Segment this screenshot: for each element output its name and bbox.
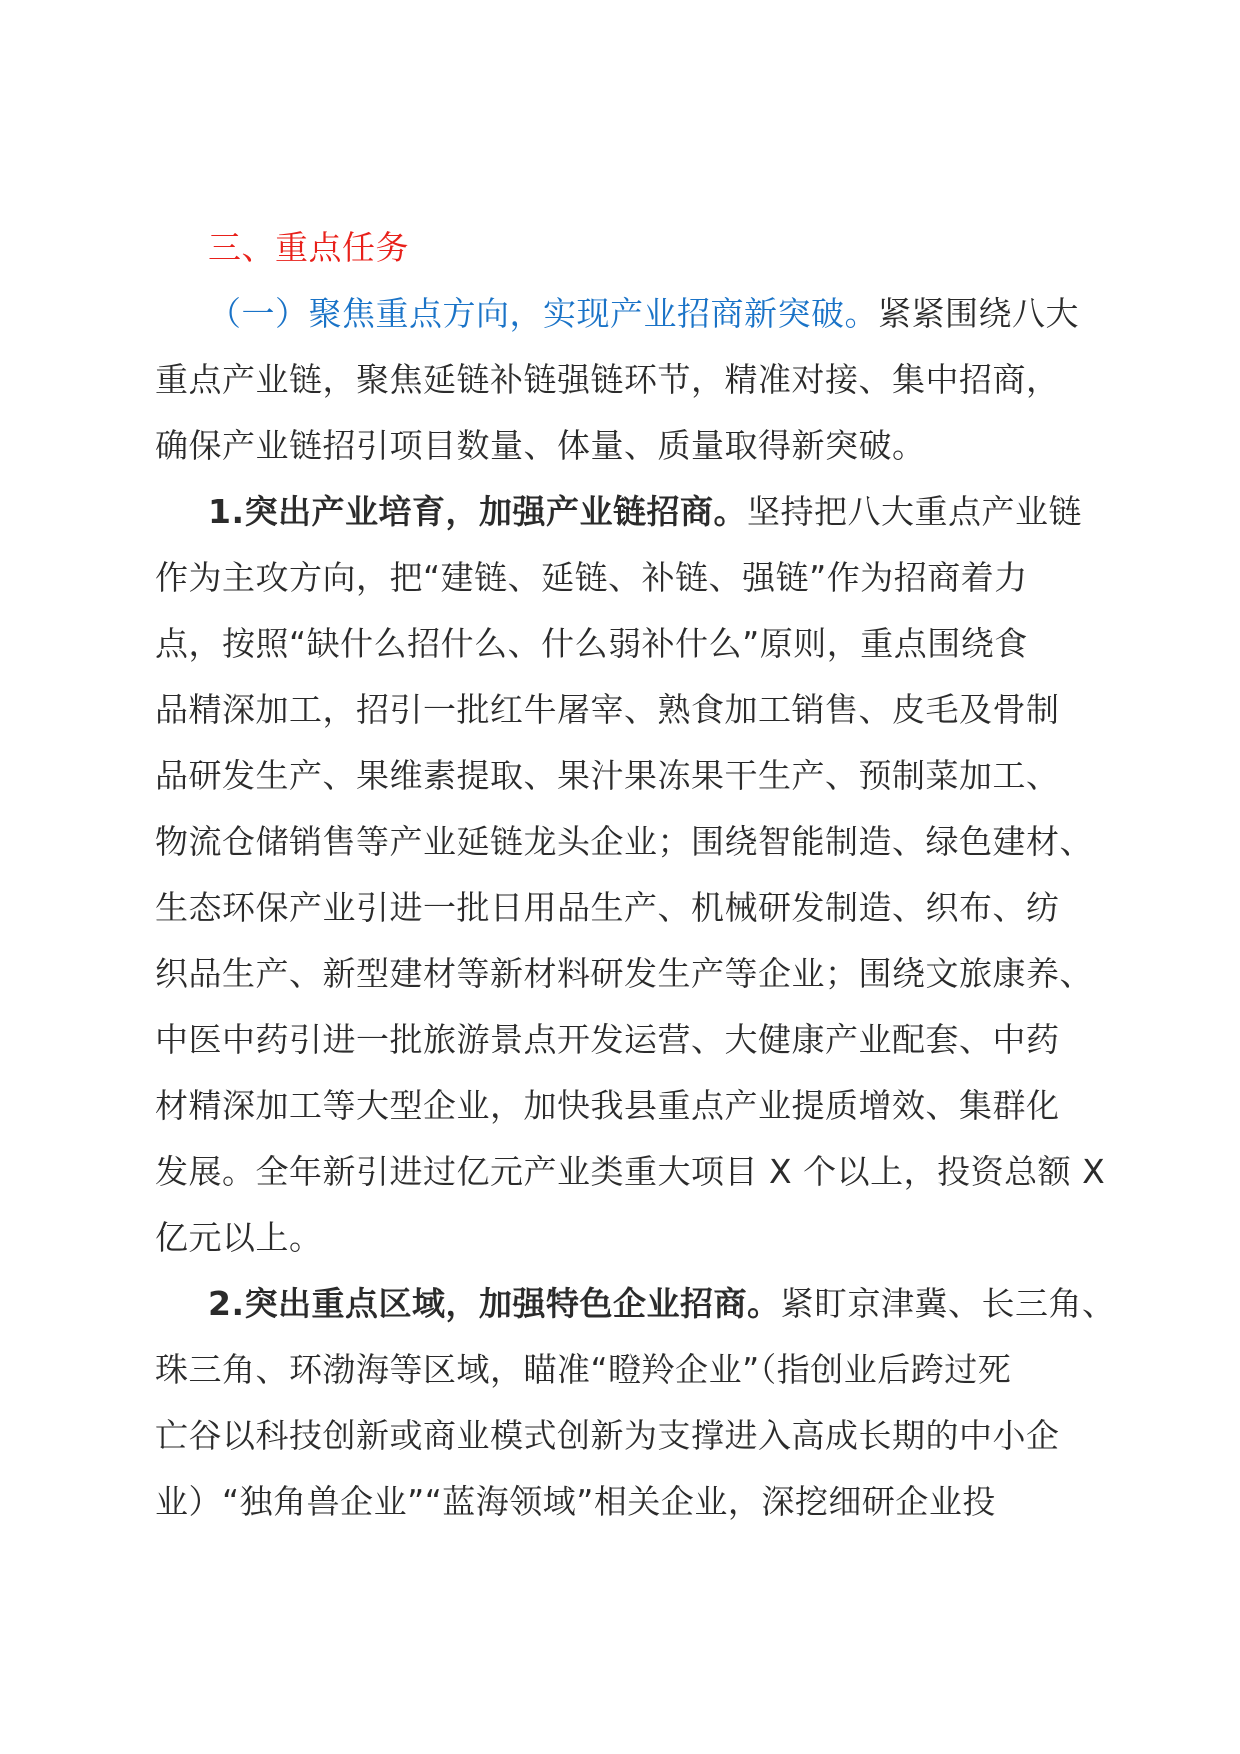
item-2-title: 2.突出重点区域，加强特色企业招商。: [208, 1284, 781, 1323]
section-heading: 三、重点任务: [208, 228, 409, 267]
item-2-line-1: [155, 1271, 1116, 1337]
paragraph-1-line-1: [155, 281, 1095, 347]
paragraph-1-line-2: 重点产业链，聚焦延链补链强链环节，精准对接、集中招商，: [155, 360, 1060, 399]
item-1-line-4: 品精深加工，招引一批红牛屠宰、熟食加工销售、皮毛及骨制: [155, 690, 1060, 729]
item-1-line-8: 织品生产、新型建材等新材料研发生产等企业；围绕文旅康养、: [155, 954, 1093, 993]
document-page: [155, 215, 1116, 1535]
item-1-line-2: 作为主攻方向，把“建链、延链、补链、强链”作为招商着力: [155, 558, 1028, 597]
item-1-line-6: 物流仓储销售等产业延链龙头企业；围绕智能制造、绿色建材、: [155, 822, 1093, 861]
item-1-line-3: 点，按照“缺什么招什么、什么弱补什么”原则，重点围绕食: [155, 624, 1028, 663]
sub-heading: （一）聚焦重点方向，实现产业招商新突破。: [208, 294, 878, 333]
paragraph-1-line-3: 确保产业链招引项目数量、体量、质量取得新突破。: [155, 426, 926, 465]
item-1-line-1: [155, 479, 1095, 545]
item-1-text: 坚持把八大重点产业链: [747, 492, 1082, 531]
item-2-line-3: 亡谷以科技创新或商业模式创新为支撑进入高成长期的中小企: [155, 1416, 1060, 1455]
item-1-line-10: 材精深加工等大型企业，加快我县重点产业提质增效、集群化: [155, 1086, 1060, 1125]
item-2-text: 紧盯京津冀、长三角、: [780, 1284, 1116, 1323]
item-1-line-7: 生态环保产业引进一批日用品生产、机械研发制造、织布、纺: [155, 888, 1060, 927]
item-2-line-4: 业）“独角兽企业”“蓝海领域”相关企业，深挖细研企业投: [155, 1482, 996, 1521]
paragraph-1-text: 紧紧围绕八大: [878, 294, 1079, 333]
item-1-line-5: 品研发生产、果维素提取、果汁果冻果干生产、预制菜加工、: [155, 756, 1060, 795]
item-1-line-9: 中医中药引进一批旅游景点开发运营、大健康产业配套、中药: [155, 1020, 1060, 1059]
item-1-line-11: 发展。全年新引进过亿元产业类重大项目 X 个以上，投资总额 X: [155, 1152, 1106, 1191]
item-2-line-2: 珠三角、环渤海等区域，瞄准“瞪羚企业”（指创业后跨过死: [155, 1350, 1012, 1389]
item-1-title: 1.突出产业培育，加强产业链招商。: [208, 492, 747, 531]
item-1-line-12: 亿元以上。: [155, 1218, 323, 1257]
